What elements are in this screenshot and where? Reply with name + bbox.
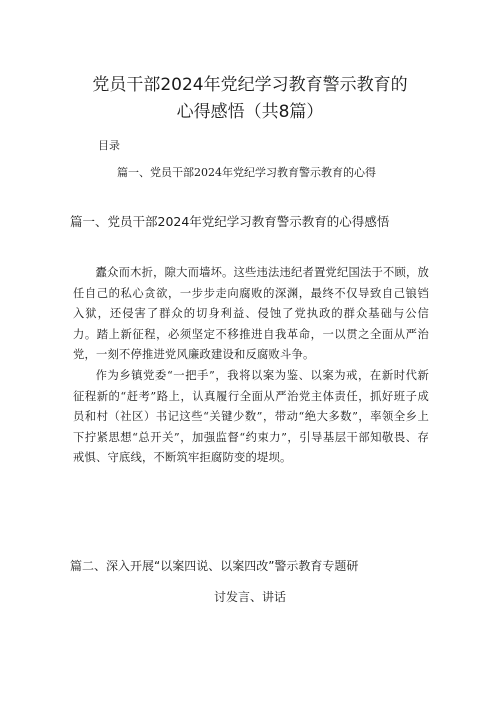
toc-item-1[interactable]: 篇一、党员干部2024年党纪学习教育警示教育的心得 — [117, 166, 376, 179]
section-2-heading-continuation: 讨发言、讲话 — [213, 590, 286, 604]
document-title-line2: 心得感悟（共8篇） — [176, 102, 324, 122]
section-1-paragraph-1: 蠹众而木折，隙大而墙坏。这些违法违纪者置党纪国法于不顾，放任自己的私心贪欲，一步步走向腐败的深渊，最终不仅导致自己锒铛入狱，还侵害了群众的切身利益、侵蚀了党执政的群众基础与公信力。踏上新征程，必须坚定不移推进自我革命，一以贯之全面从严治党，一刻不停推进党风廉政建设和反腐败斗争。 — [73, 266, 430, 362]
document-title-line1: 党员干部2024年党纪学习教育警示教育的 — [92, 75, 408, 95]
section-1-paragraph-2: 作为乡镇党委“一把手”，我将以案为鉴、以案为戒，在新时代新征程新的“赶考”路上，认真履行全面从严治党主体责任，抓好班子成员和村（社区）书记这些“关键少数”，带动“绝大多数”，率领全乡上下拧紧思想“总开关”，加强监督“约束力”，引导基层干部知敬畏、存戒惧、守底线，不断筑牢拒腐防变的堤坝。 — [73, 369, 429, 465]
section-2-heading: 篇二、深入开展“以案四说、以案四改”警示教育专题研 — [70, 559, 359, 573]
toc-heading: 目录 — [98, 139, 120, 152]
section-1-heading: 篇一、党员干部2024年党纪学习教育警示教育的心得感悟 — [70, 214, 390, 229]
